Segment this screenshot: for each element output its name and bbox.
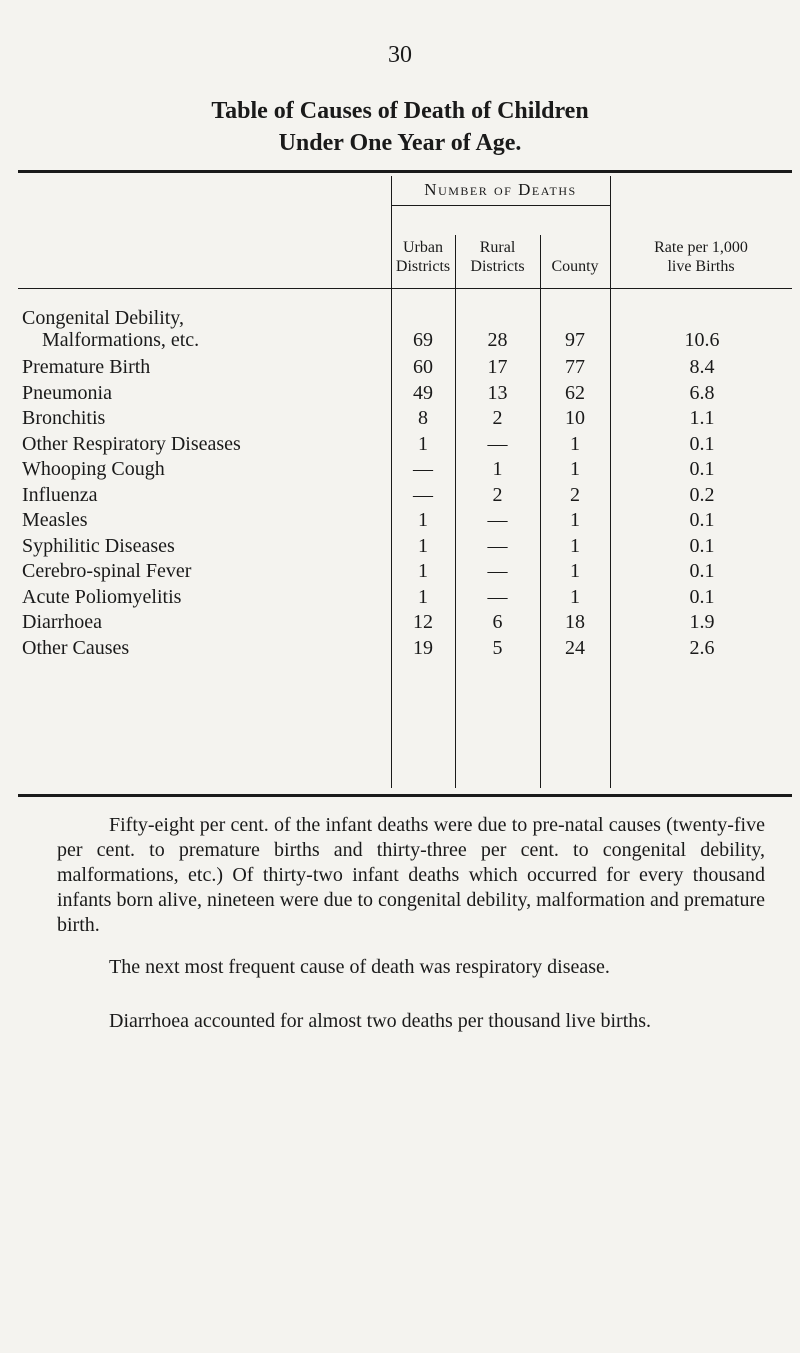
cell-urban: 1	[418, 535, 428, 557]
cell-county: 1	[570, 509, 580, 531]
group-header-deaths: Number of Deaths	[424, 180, 577, 199]
cell-urban: 1	[418, 433, 428, 455]
row-label: Bronchitis	[22, 407, 106, 429]
paragraph-3: Diarrhoea accounted for almost two deaths per thousand live births.	[109, 1010, 652, 1032]
cell-rural: —	[487, 535, 508, 557]
cell-rural: —	[487, 433, 508, 455]
cell-rate: 0.1	[689, 586, 715, 608]
cell-rural: —	[487, 560, 508, 582]
col-header-urban: Urban Districts	[395, 239, 451, 275]
cell-county: 1	[570, 433, 580, 455]
paragraph-2: The next most frequent cause of death was respiratory disease.	[109, 956, 610, 978]
title-line-2: Under One Year of Age.	[278, 130, 522, 156]
cell-rural: 2	[492, 484, 503, 506]
row-label: Acute Poliomyelitis	[22, 586, 182, 608]
cell-rural: 17	[487, 356, 508, 378]
cell-urban: 69	[413, 329, 433, 351]
row-label: Whooping Cough	[22, 458, 165, 480]
cell-county: 2	[570, 484, 580, 506]
cell-rural: 5	[492, 637, 503, 659]
cell-urban: 1	[418, 509, 428, 531]
cell-county: 1	[570, 586, 580, 608]
cell-rural: 1	[492, 458, 503, 480]
cell-rate: 6.8	[689, 382, 715, 404]
cell-rural: —	[487, 586, 508, 608]
row-label: Cerebro-spinal Fever	[22, 560, 192, 582]
cell-rural: 13	[487, 382, 508, 404]
cell-county: 97	[565, 329, 585, 351]
cell-urban: 19	[413, 637, 433, 659]
cell-urban: —	[413, 458, 433, 480]
cell-rural: 6	[492, 611, 503, 633]
header-underline	[18, 288, 792, 289]
row-label: Congenital Debility,	[22, 307, 185, 329]
cell-urban: 60	[413, 356, 433, 378]
cell-rate: 2.6	[689, 637, 715, 659]
cell-rate: 0.1	[689, 458, 715, 480]
cell-rate: 0.1	[689, 433, 715, 455]
row-label-continued: Malformations, etc.	[42, 329, 200, 351]
row-label: Diarrhoea	[22, 611, 102, 633]
row-label: Measles	[22, 509, 88, 531]
cell-urban: 49	[413, 382, 433, 404]
cell-rate: 1.1	[689, 407, 715, 429]
cell-rate: 0.1	[689, 509, 715, 531]
title-line-1: Table of Causes of Death of Children	[211, 98, 589, 124]
cell-rural: 28	[487, 329, 508, 351]
row-label: Influenza	[22, 484, 98, 506]
cell-urban: —	[413, 484, 433, 506]
col-header-rate: Rate per 1,000 live Births	[654, 239, 748, 275]
page-number: 30	[388, 42, 412, 68]
col-header-rural: Rural Districts	[470, 239, 525, 275]
cell-urban: 1	[418, 560, 428, 582]
cell-rural: 2	[492, 407, 503, 429]
cell-county: 77	[565, 356, 585, 378]
row-label: Pneumonia	[22, 382, 112, 404]
cell-rate: 1.9	[689, 611, 715, 633]
group-header-underline	[391, 205, 610, 206]
row-label: Other Causes	[22, 637, 130, 659]
cell-county: 18	[565, 611, 585, 633]
cell-rate: 0.1	[689, 535, 715, 557]
row-label: Premature Birth	[22, 356, 151, 378]
cell-county: 62	[565, 382, 585, 404]
cell-county: 1	[570, 560, 580, 582]
cell-rural: —	[487, 509, 508, 531]
cell-urban: 8	[418, 407, 428, 429]
table-top-rule	[18, 170, 792, 173]
cell-county: 24	[565, 637, 585, 659]
cell-rate: 0.1	[689, 560, 715, 582]
cell-county: 10	[565, 407, 585, 429]
cell-rate: 0.2	[689, 484, 715, 506]
row-label: Other Respiratory Diseases	[22, 433, 241, 455]
cell-rate: 10.6	[684, 329, 720, 351]
col-header-county: County	[551, 258, 599, 275]
cell-rate: 8.4	[689, 356, 715, 378]
page-title	[0, 95, 800, 159]
paragraph-1: Fifty-eight per cent. of the infant deaths were due to pre-natal causes (twenty-five per cent. to premature births and thirty-three per cent. to congenital debility, malformations, etc.) Of thirty-two infant deaths which occurred for every thousand infants born alive, nineteen were due to congenital debility, malformation and premature birth.	[57, 814, 765, 936]
cell-urban: 12	[413, 611, 433, 633]
cell-urban: 1	[418, 586, 428, 608]
cell-county: 1	[570, 535, 580, 557]
table-bottom-rule	[18, 794, 792, 797]
row-label: Syphilitic Diseases	[22, 535, 175, 557]
cell-county: 1	[570, 458, 580, 480]
